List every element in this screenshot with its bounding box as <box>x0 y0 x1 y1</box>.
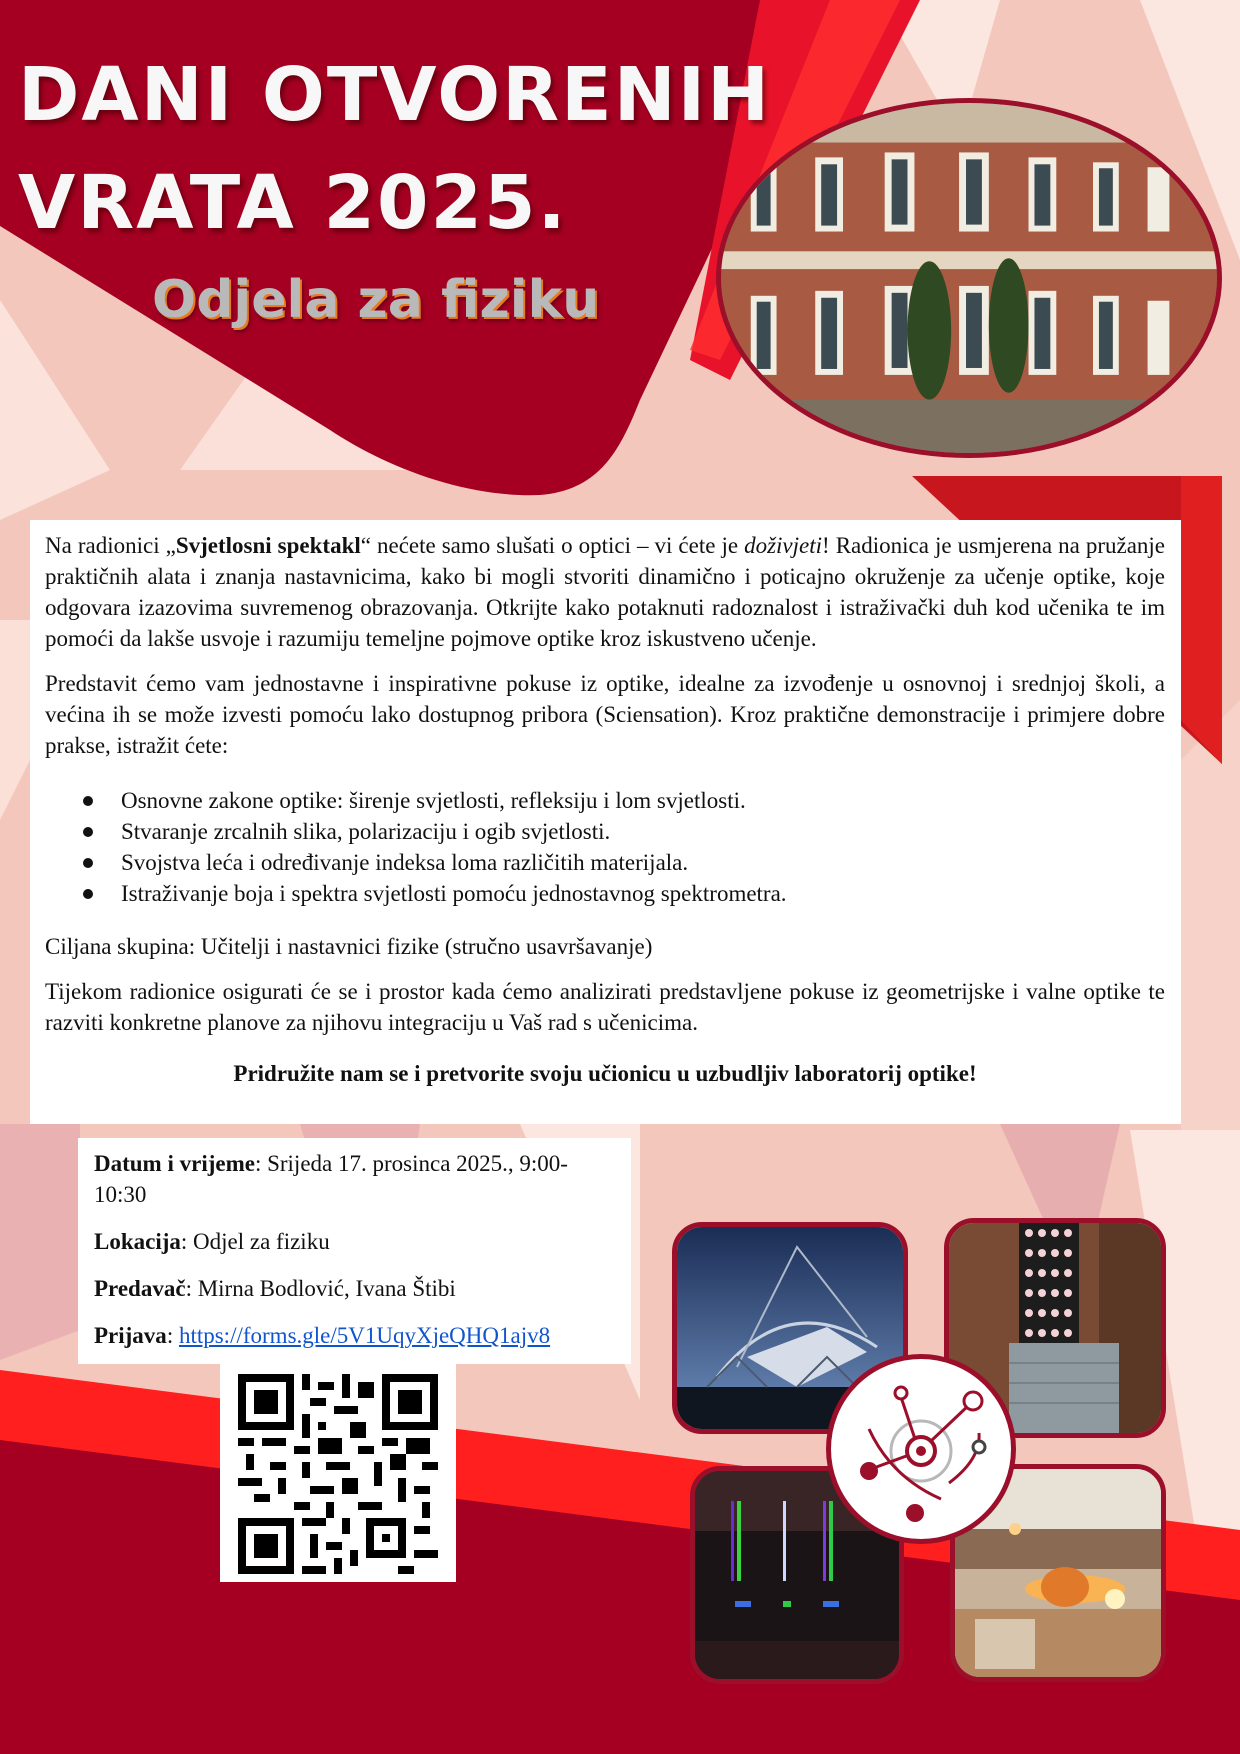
list-item: Svojstva leća i određivanje indeksa loma različitih materijala. <box>81 847 1165 878</box>
lecturer-row: Predavač: Mirna Bodlović, Ivana Štibi <box>94 1276 456 1301</box>
list-item: Istraživanje boja i spektra svjetlosti pomoću jednostavnog spektrometra. <box>81 878 1165 909</box>
datetime-row: Datum i vrijeme: Srijeda 17. prosinca 2025., 9:00-10:30 <box>94 1151 568 1207</box>
page-subtitle: Odjela za fiziku <box>152 270 600 330</box>
event-details <box>78 1138 631 1364</box>
physics-department-logo-icon <box>831 1359 1011 1539</box>
signup-link[interactable]: https://forms.gle/5V1UqyXjeQHQ1ajv8 <box>178 1323 551 1348</box>
qr-code <box>220 1364 456 1582</box>
location-row: Lokacija: Odjel za fiziku <box>94 1229 330 1254</box>
list-item: Osnovne zakone optike: širenje svjetlosti, refleksiju i lom svjetlosti. <box>81 785 1165 816</box>
page-title-line-2: VRATA 2025. <box>18 160 568 246</box>
workshop-plan-paragraph: Tijekom radionice osigurati će se i prostor kada ćemo analizirati predstavljene pokuse iz geometrijske i valne optike te razviti konkretne planove za njihovu integraciju u Vaš rad s učenicima. <box>45 979 1165 1035</box>
qr-code-icon <box>238 1374 438 1574</box>
list-item: Stvaranje zrcalnih slika, polarizaciju i ogib svjetlosti. <box>81 816 1165 847</box>
target-group-text: Ciljana skupina: Učitelji i nastavnici fizike (stručno usavršavanje) <box>45 934 653 959</box>
description-card <box>30 520 1181 1124</box>
physics-department-logo <box>826 1354 1016 1544</box>
intro-paragraph: Na radionici „Svjetlosni spektakl“ nećete samo slušati o optici – vi ćete je doživjeti! Radionica je usmjerena na pružanje praktičnih alata i znanja nastavnicima, kako bi mogli stvoriti dinamično i poticajno okruženje za učenje optike, koje odgovara izazovima suvremenog obrazovanja. Otkrijte kako potaknuti radoznalost i istraživački duh kod učenika te im pomoći da lakše usvoje i razumiju temeljne pojmove optike kroz iskustveno učenje. <box>45 533 1165 651</box>
call-to-action: Pridružite nam se i pretvorite svoju učionicu u uzbudljiv laboratorij optike! <box>233 1061 977 1086</box>
experiments-paragraph: Predstavit ćemo vam jednostavne i inspirativne pokuse iz optike, idealne za izvođenje u osnovnoj i srednjoj školi, a većina ih se može izvesti pomoću lako dostupnog pribora (Sciensation). Kroz praktične demonstracije i primjere dobre prakse, istražit ćete: <box>45 671 1165 758</box>
signup-row: Prijava: https://forms.gle/5V1UqyXjeQHQ1ajv8 <box>94 1323 551 1348</box>
page-title-line-1: DANI OTVORENIH <box>18 52 772 138</box>
workshop-name: Svjetlosni spektakl <box>175 533 361 558</box>
topic-list <box>81 785 1165 909</box>
emphasis-text: doživjeti <box>744 533 823 558</box>
building-photo <box>716 98 1222 458</box>
